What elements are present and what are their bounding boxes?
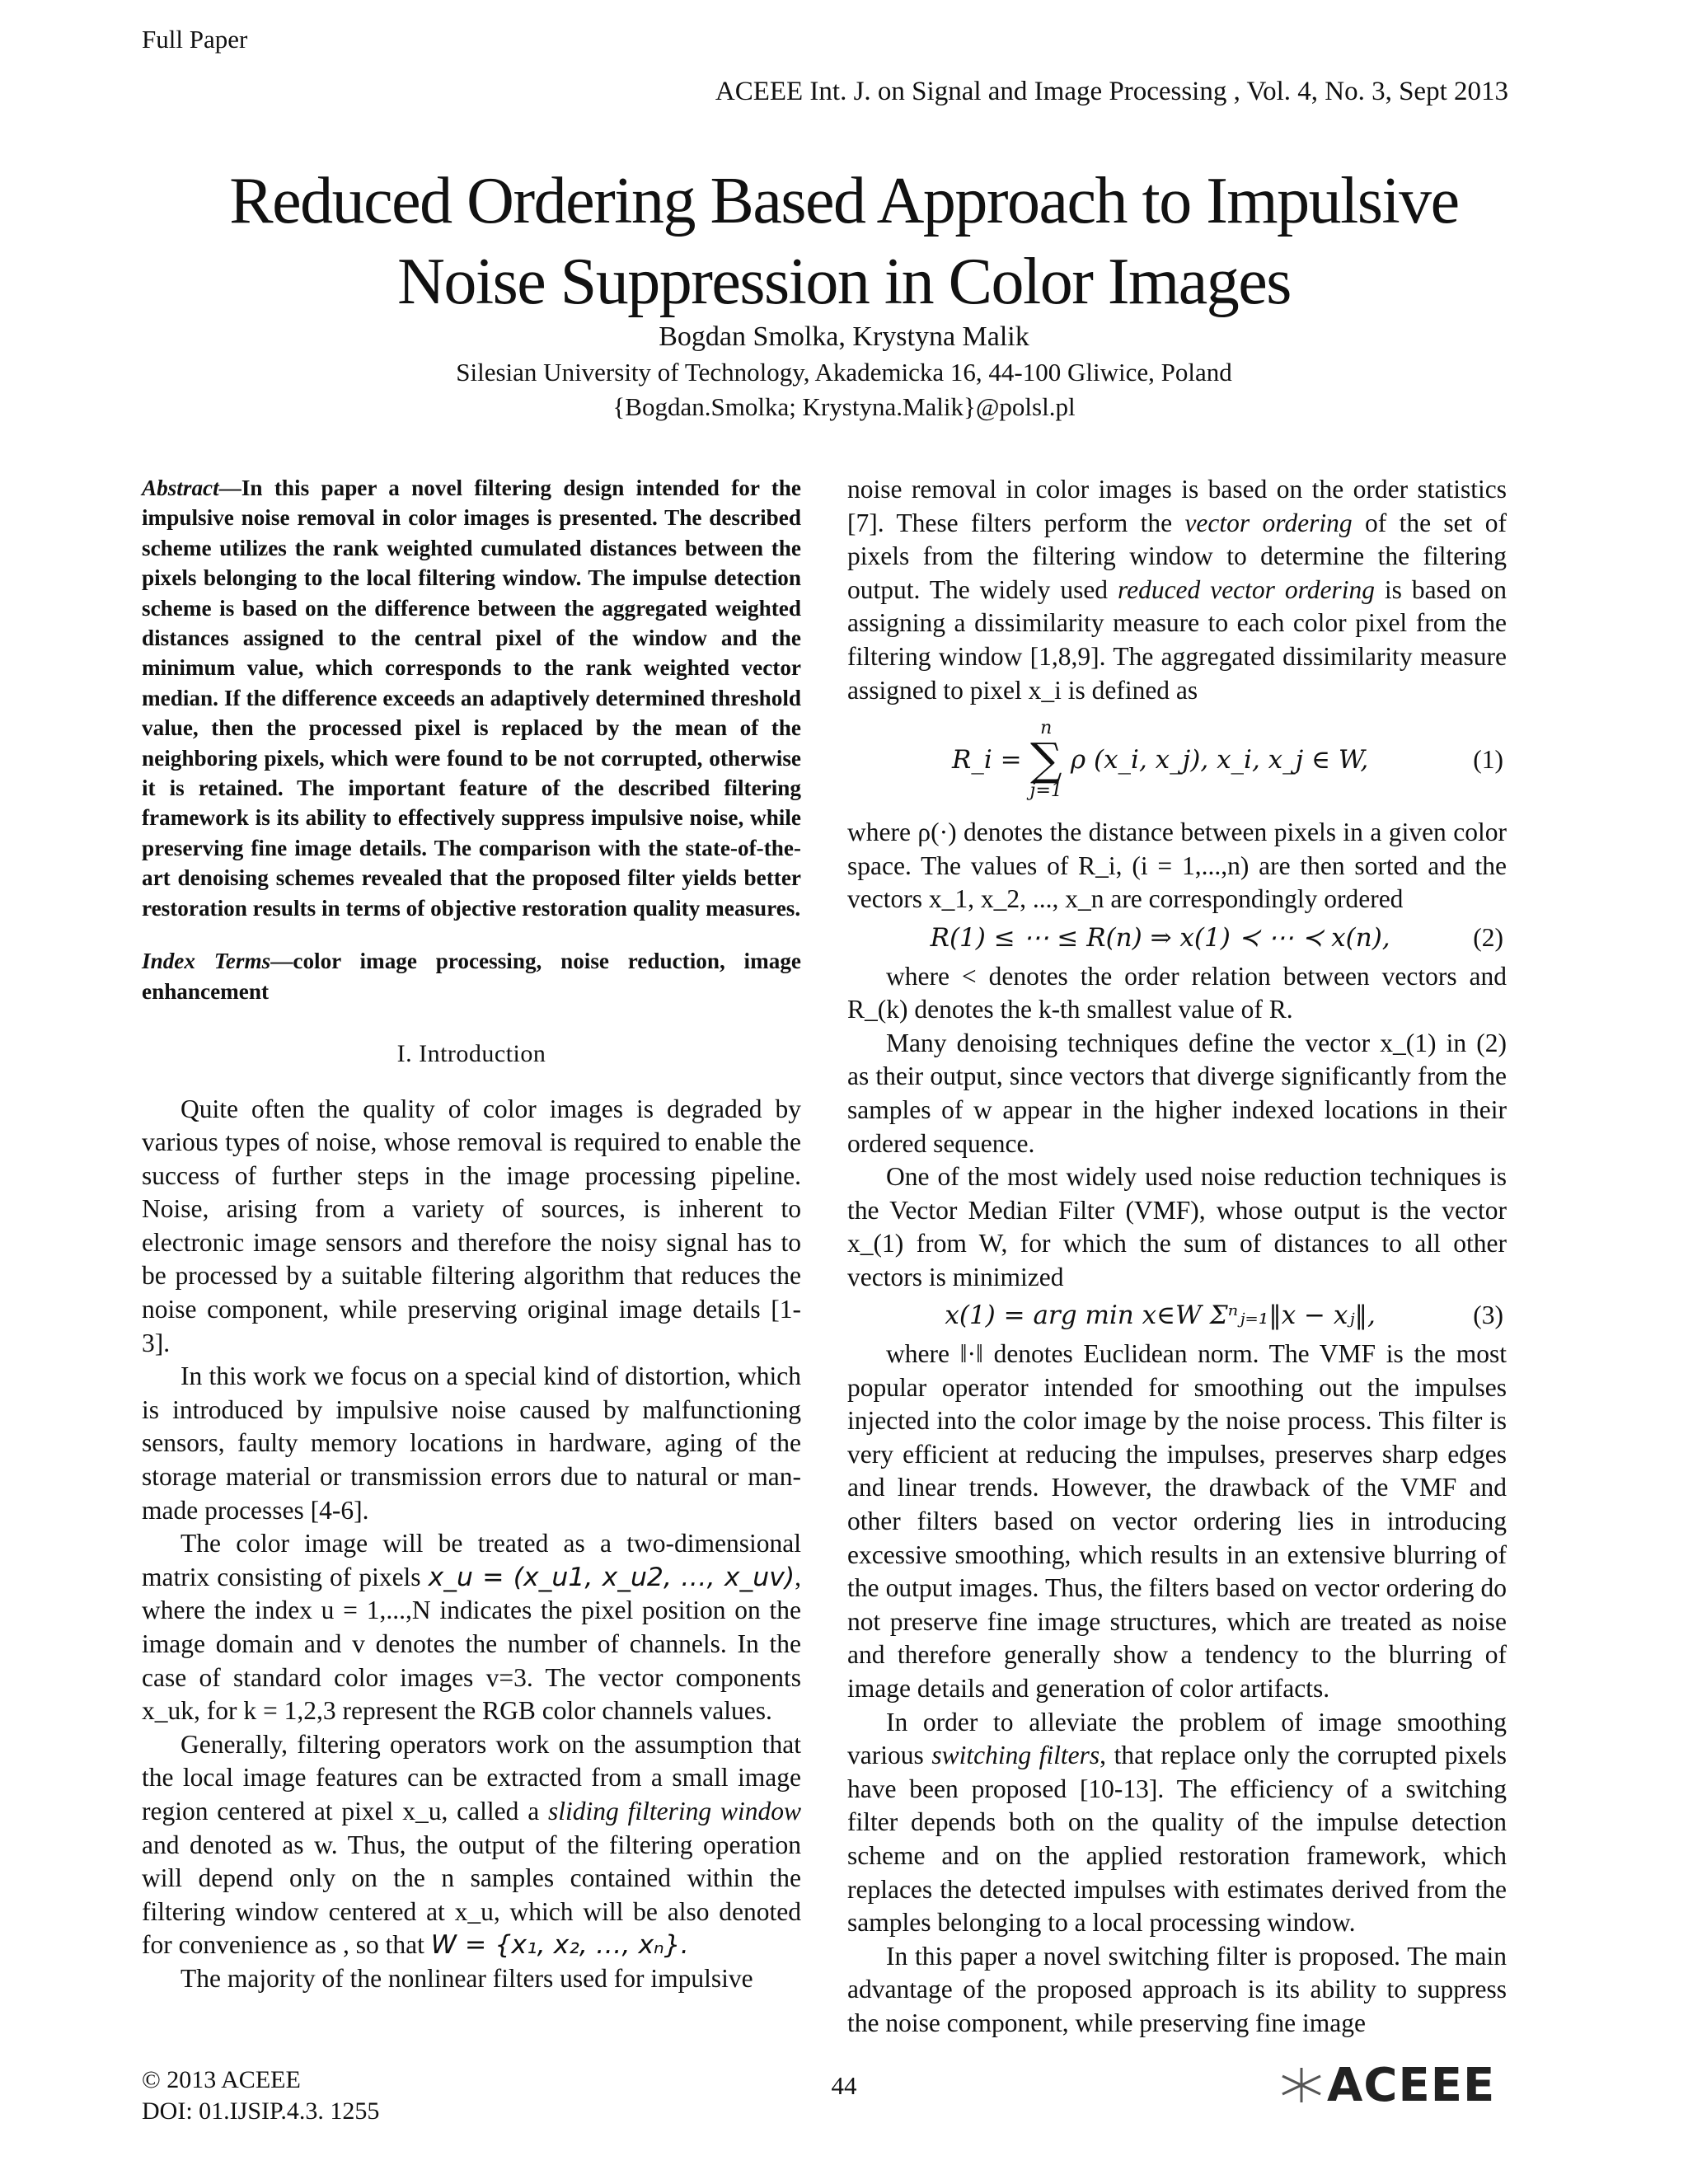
eq1-lower-limit: j=1	[1029, 780, 1062, 802]
abstract-label: Abstract	[142, 476, 219, 500]
intro-paragraph-2: In this work we focus on a special kind of distortion, which is introduced by impulsive noise caused by malfunctioning sensors, faulty memory locations in hardware, aging of the storage material or transmission errors due to natural or man-made processes [4-6].	[142, 1361, 801, 1525]
right-paragraph-3: where < denotes the order relation between vectors and R_(k) denotes the k-th smallest value of R.	[847, 961, 1507, 1024]
p3-text-b: , where the index u = 1,...,N indicates the pixel position on the image domain and v denotes the number of channels. In the case of standard color images v=3. The vector components x_uk, for k = 1,2,3 represent the RGB color channels values.	[142, 1562, 801, 1726]
section-heading-introduction: I. Introduction	[396, 1039, 546, 1067]
equation-1-number: (1)	[1473, 744, 1503, 774]
intro-paragraph-4	[142, 1728, 801, 1962]
equation-3-body: x(1) = arg min x∈W Σⁿⱼ₌₁‖x − xⱼ‖,	[945, 1301, 1376, 1331]
equation-1	[847, 710, 1507, 809]
logo-star-icon	[1276, 2064, 1327, 2106]
r7-text-b: , that replace only the corrupted pixels have been proposed [10-13]. The efficiency of a switching filter depends both on the quality of the impulse detection scheme and on the applied restoration framework, which replaces the detected impulses with estimates derived from the samples belonging to a local processing window.	[847, 1741, 1507, 1938]
equation-2-number: (2)	[1473, 922, 1503, 952]
equation-3-number: (3)	[1473, 1301, 1503, 1330]
p4-text-b: and denoted as w. Thus, the output of the filtering operation will depend only on the n samples contained within the filtering window centered at x_u, which will be also denoted for convenience as , so that	[142, 1830, 801, 1960]
eq1-upper-limit: n	[1040, 718, 1053, 739]
intro-paragraph-3	[142, 1527, 801, 1728]
right-column	[847, 473, 1507, 2041]
right-paragraph-4: Many denoising techniques define the vector x_(1) in (2) as their output, since vectors that diverge significantly from the samples of w appear in the higher indexed locations in their ordered sequence.	[847, 1028, 1507, 1158]
summation-symbol: n ∑ j=1	[1029, 718, 1062, 802]
pixel-vector-equation: x_u = (x_u1, x_u2, …, x_uv)	[428, 1562, 795, 1592]
left-column	[142, 473, 801, 1996]
intro-paragraph-1: Quite often the quality of color images is degraded by various types of noise, whose removal is required to enable the success of further steps in the image processing pipeline. Noise, arising from a variety of sources, is inherent to electronic image sensors and therefore the noisy signal has to be processed by a suitable filtering algorithm that reduces the noise component, while preserving original image details [1-3].	[142, 1094, 801, 1357]
title-line-2: Noise Suppression in Color Images	[397, 246, 1291, 318]
index-terms	[142, 946, 801, 1006]
affiliation: Silesian University of Technology, Akademicka 16, 44-100 Gliwice, Poland	[456, 358, 1232, 387]
eq1-rhs: ρ (x_i, x_j), x_i, x_j ∈ W,	[1070, 744, 1369, 775]
logo-text: ACEEE	[1327, 2058, 1496, 2112]
right-paragraph-6: where ‖·‖ denotes Euclidean norm. The VMF is the most popular operator intended for smoothing out the impulses injected into the color image by the noise process. This filter is very efficient at reducing the impulses, preserves sharp edges and linear trends. However, the drawback of the VMF and other filters based on vector ordering lies in introducing excessive smoothing, which results in an extensive blurring of the output images. Thus, the filters based on vector ordering do not preserve fine image structures, which are treated as noise and therefore generally show a tendency to the blurring of image details and generation of color artifacts.	[847, 1339, 1507, 1703]
equation-3	[847, 1299, 1507, 1333]
eq1-lhs: R_i =	[952, 744, 1022, 775]
intro-paragraph-5: The majority of the nonlinear filters used for impulsive	[181, 1963, 753, 1993]
window-set-equation: W = {x₁, x₂, …, xₙ}.	[430, 1930, 689, 1961]
right-paragraph-5: One of the most widely used noise reduction techniques is the Vector Median Filter (VMF), whose output is the vector x_(1) from W, for which the sum of distances to all other vectors is minimized	[847, 1162, 1507, 1291]
index-terms-text: —color image processing, noise reduction, image enhancement	[142, 949, 801, 1004]
r1-emphasis-2: reduced vector ordering	[1118, 574, 1375, 604]
page-number: 44	[831, 2071, 857, 2100]
r7-text-a: In order to alleviate the problem of image smoothing various	[847, 1707, 1507, 1770]
r1-emphasis-1: vector ordering	[1184, 508, 1353, 537]
journal-citation: ACEEE Int. J. on Signal and Image Processing , Vol. 4, No. 3, Sept 2013	[715, 77, 1508, 106]
aceee-logo	[1276, 2060, 1507, 2110]
index-terms-label: Index Terms	[142, 949, 271, 974]
authors: Bogdan Smolka, Krystyna Malik	[659, 321, 1029, 352]
paper-title	[0, 161, 1688, 322]
right-paragraph-1	[847, 473, 1507, 707]
p4-text-a: Generally, filtering operators work on the assumption that the local image features can be extracted from a small image region centered at pixel x_u, called a	[142, 1729, 801, 1825]
running-header-left: Full Paper	[142, 25, 248, 54]
author-emails: {Bogdan.Smolka; Krystyna.Malik}@polsl.pl	[612, 392, 1076, 421]
abstract-text: —In this paper a novel filtering design intended for the impulsive noise removal in color images is presented. The described scheme utilizes the rank weighted cumulated distances between the pixels belonging to the local filtering window. The impulse detection scheme is based on the difference between the aggregated weighted distances assigned to the central pixel of the window and the minimum value, which corresponds to the rank weighted vector median. If the difference exceeds an adaptively determined threshold value, then the processed pixel is replaced by the mean of the neighboring pixels, which were found to be not corrupted, otherwise it is retained. The important feature of the described filtering framework is its ability to effectively suppress impulsive noise, while preserving fine image details. The comparison with the state-of-the-art denoising schemes revealed that the proposed filter yields better restoration results in terms of objective restoration quality measures.	[142, 476, 801, 921]
right-paragraph-2: where ρ(·) denotes the distance between pixels in a given color space. The values of R_i, (i = 1,...,n) are then sorted and the vectors x_1, x_2, ..., x_n are correspondingly ordered	[847, 818, 1507, 914]
p3-text-a: The color image will be treated as a two-dimensional matrix consisting of pixels	[142, 1529, 801, 1591]
abstract	[142, 473, 801, 923]
equation-2	[847, 921, 1507, 955]
r1-text-c: is based on assigning a dissimilarity measure to each color pixel from the filtering window [1,8,9]. The aggregated dissimilarity measure assigned to pixel x_i is defined as	[847, 574, 1507, 705]
r7-emphasis: switching filters	[931, 1741, 1100, 1770]
r1-text-b: of the set of pixels from the filtering window to determine the filtering output. The widely used	[847, 508, 1507, 604]
right-paragraph-7	[847, 1706, 1507, 1940]
equation-2-body: R(1) ≤ ⋯ ≤ R(n) ⇒ x(1) ≺ ⋯ ≺ x(n),	[930, 922, 1390, 953]
right-paragraph-8: In this paper a novel switching filter is proposed. The main advantage of the proposed approach is its ability to suppress the noise component, while preserving fine image	[847, 1941, 1507, 2037]
p4-emphasis: sliding filtering window	[548, 1796, 801, 1825]
copyright: © 2013 ACEEE	[142, 2066, 301, 2093]
title-line-1: Reduced Ordering Based Approach to Impulsive	[229, 165, 1459, 237]
doi: DOI: 01.IJSIP.4.3. 1255	[142, 2097, 380, 2125]
r1-text-a: noise removal in color images is based on the order statistics [7]. These filters perform the	[847, 475, 1507, 537]
